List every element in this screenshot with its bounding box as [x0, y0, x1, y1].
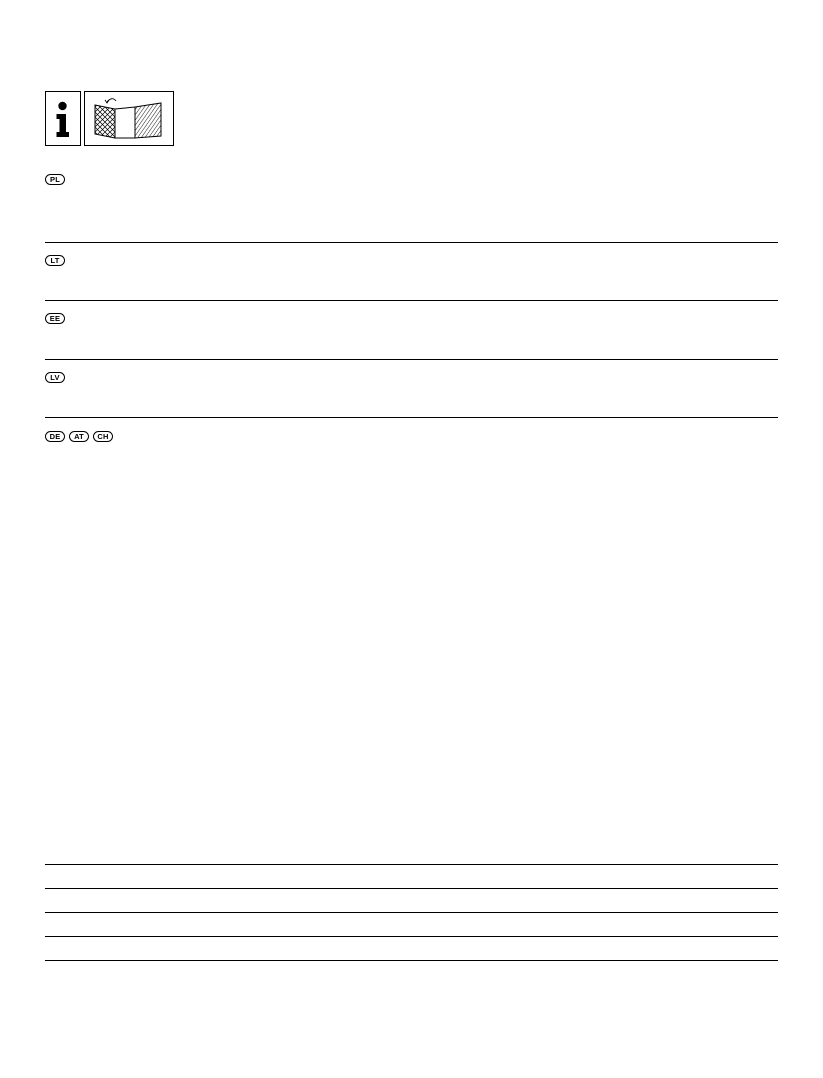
bottom-rule: [45, 960, 778, 961]
country-badge: CH: [93, 431, 113, 442]
info-icon: [45, 91, 81, 146]
section-divider: [45, 417, 778, 418]
bottom-rule: [45, 888, 778, 889]
country-badge: LV: [45, 372, 65, 383]
section-divider: [45, 359, 778, 360]
country-badge: DE: [45, 431, 65, 442]
country-badges-lv: [45, 372, 65, 383]
country-badges-de-at-ch: [45, 431, 113, 442]
section-divider: [45, 300, 778, 301]
section-divider: [45, 242, 778, 243]
country-badges-pl: [45, 174, 65, 185]
bottom-rule: [45, 936, 778, 937]
bottom-rule: [45, 864, 778, 865]
country-badge: PL: [45, 174, 65, 185]
fold-out-page-icon: [84, 91, 174, 146]
country-badges-ee: [45, 313, 65, 324]
country-badges-lt: [45, 255, 65, 266]
country-badge: EE: [45, 313, 65, 324]
bottom-rule: [45, 912, 778, 913]
country-badge: LT: [45, 255, 65, 266]
country-badge: AT: [69, 431, 89, 442]
